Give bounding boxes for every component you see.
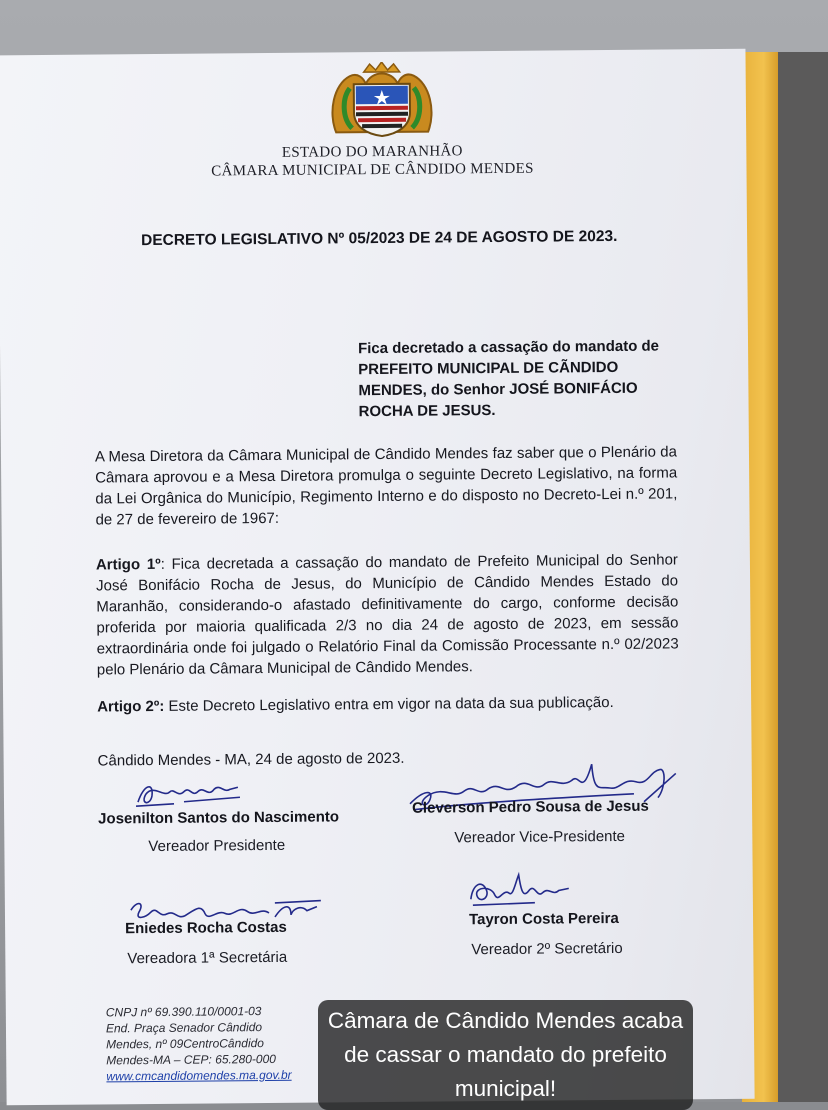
signatory-3-name: Eniedes Rocha Costas xyxy=(125,918,287,938)
signatory-4-role: Vereador 2º Secretário xyxy=(471,939,623,959)
footer-cnpj: CNPJ nº 69.390.110/0001-03 xyxy=(105,1004,262,1020)
decree-paper xyxy=(0,49,755,1105)
caption-line: de cassar o mandato do prefeito xyxy=(344,1042,667,1067)
preamble-paragraph: A Mesa Diretora da Câmara Municipal de Cândido Mendes faz saber que o Plenário da Câmara aprovou e a Mesa Diretora promulga o seguinte Decreto Legislativo, na forma da Lei Orgânica do Município, Regimento Interno e do disposto no Decreto-Lei n.º 201, de 27 de fevereiro de 1967: xyxy=(94,443,678,529)
article-1 xyxy=(96,549,679,680)
footer-address-line: End. Praça Senador Cândido xyxy=(105,1020,263,1036)
article-2 xyxy=(97,691,679,717)
footer-address-line: Mendes-MA – CEP: 65.280-000 xyxy=(106,1051,276,1068)
footer-website-link[interactable]: www.cmcandidomendes.ma.gov.br xyxy=(106,1067,292,1084)
place-and-date: Cândido Mendes - MA, 24 de agosto de 2023. xyxy=(97,749,405,770)
caption-line: Câmara de Cândido Mendes acaba xyxy=(327,1008,684,1033)
article-2-label: Artigo 2º: xyxy=(97,697,165,716)
summary-line: MENDES, do Senhor JOSÉ BONIFÁCIO xyxy=(358,379,638,400)
article-1-label: Artigo 1º xyxy=(95,555,161,574)
article-1-text: : Fica decretada a cassação do mandato de Prefeito Municipal do Senhor José Bonifácio Rocha de Jesus, do Município de Cândido Mendes Estado do Maranhão, considerando-o afastado definitivamente do cargo, conforme decisão proferida por maioria qualificada 2/3 no dia 24 de agosto de 2023, em sessão extraordinária onde foi julgado o Relatório Final da Comissão Processante n.º 02/2023 pelo Plenário da Câmara Municipal de Cândido Mendes. xyxy=(96,551,679,679)
signatory-4-name: Tayron Costa Pereira xyxy=(468,909,619,929)
article-2-text: Este Decreto Legislativo entra em vigor na data da sua publicação. xyxy=(164,693,614,715)
summary-line: ROCHA DE JESUS. xyxy=(358,402,496,421)
signatory-1-role: Vereador Presidente xyxy=(148,836,286,856)
signature-president xyxy=(134,775,244,810)
municipal-crest-icon xyxy=(328,62,437,141)
story-caption xyxy=(318,1000,693,1110)
footer-address-line: Mendes, nº 09CentroCândido xyxy=(106,1036,264,1052)
signature-second-secretary xyxy=(465,868,575,913)
signatory-3-role: Vereadora 1ª Secretária xyxy=(127,948,288,968)
signatory-1-name: Josenilton Santos do Nascimento xyxy=(98,808,340,828)
summary-line: PREFEITO MUNICIPAL DE CÃNDIDO xyxy=(358,358,619,379)
decree-summary xyxy=(358,335,677,422)
chamber-heading: CÂMARA MUNICIPAL DE CÂNDIDO MENDES xyxy=(211,160,534,180)
caption-line: municipal! xyxy=(454,1076,557,1101)
decree-title: DECRETO LEGISLATIVO Nº 05/2023 DE 24 DE AGOSTO DE 2023. xyxy=(141,227,618,250)
signatory-2-role: Vereador Vice-Presidente xyxy=(454,827,626,847)
dark-edge xyxy=(778,52,828,1102)
signatory-2-name: Cleverson Pedro Sousa de Jesus xyxy=(411,797,649,817)
state-heading: ESTADO DO MARANHÃO xyxy=(281,143,463,161)
summary-line: Fica decretado a cassação do mandato de xyxy=(357,337,660,358)
footer-contact xyxy=(106,1003,327,1085)
